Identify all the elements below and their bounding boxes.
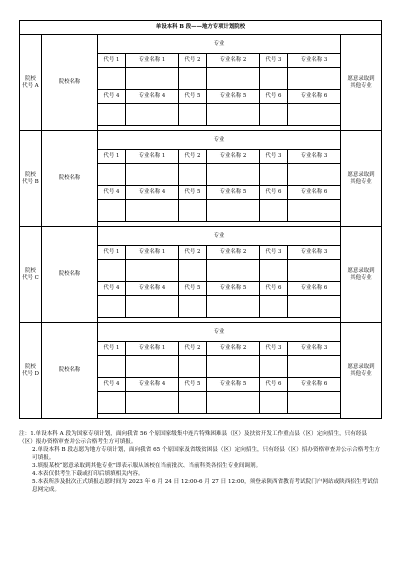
major-name-field[interactable] (207, 260, 260, 282)
major-name-label: 专业名称 5 (207, 282, 260, 296)
major-name-label: 专业名称 3 (288, 342, 341, 356)
school-code-label-b: 院校 代号 B (20, 131, 42, 227)
major-code-label: 代号 3 (260, 342, 288, 356)
major-name-field[interactable] (288, 356, 341, 378)
major-code-label: 代号 4 (98, 186, 126, 200)
major-code-label: 代号 1 (98, 342, 126, 356)
major-code-label: 代号 6 (260, 186, 288, 200)
major-name-field[interactable] (207, 200, 260, 222)
major-code-field[interactable] (179, 68, 207, 90)
major-name-label: 专业名称 1 (126, 342, 179, 356)
major-code-label: 代号 4 (98, 90, 126, 104)
major-name-field[interactable] (126, 104, 179, 126)
note-5: 5.本表所涉及批次正式填报志愿时间为 2023 年 6 月 24 日 12:00-6 月 27 日 12:00，须登录陕西省教育考试院门户网站或陕西招生考试信息网完成。 (32, 479, 379, 493)
major-code-label: 代号 5 (179, 282, 207, 296)
major-name-field[interactable] (288, 260, 341, 282)
major-name-label: 专业名称 4 (126, 186, 179, 200)
major-code-label: 代号 6 (260, 282, 288, 296)
major-name-field[interactable] (126, 392, 179, 414)
major-code-label: 代号 2 (179, 54, 207, 68)
major-name-label: 专业名称 3 (288, 246, 341, 260)
note-3: 3.填报某校“愿意录取到其他专业”即表示服从该校在当前批次、当前科类各招生专业间调剂。 (32, 463, 262, 469)
major-code-label: 代号 5 (179, 186, 207, 200)
major-code-field[interactable] (179, 296, 207, 318)
major-code-field[interactable] (179, 260, 207, 282)
major-name-field[interactable] (207, 356, 260, 378)
major-code-label: 代号 3 (260, 54, 288, 68)
school-code-label-a: 院校 代号 A (20, 35, 42, 131)
major-name-field[interactable] (207, 68, 260, 90)
major-name-label: 专业名称 4 (126, 282, 179, 296)
note-4: 4.本表仅供考生下载或打印后填填相关内容。 (32, 471, 144, 477)
major-code-field[interactable] (260, 68, 288, 90)
major-name-label: 专业名称 6 (288, 282, 341, 296)
major-name-field[interactable] (207, 104, 260, 126)
major-code-field[interactable] (260, 356, 288, 378)
major-name-field[interactable] (126, 296, 179, 318)
major-name-field[interactable] (126, 200, 179, 222)
major-code-field[interactable] (98, 296, 126, 318)
school-name-label-a: 院校名称 (42, 35, 98, 131)
major-code-field[interactable] (260, 392, 288, 414)
major-name-field[interactable] (126, 68, 179, 90)
major-code-label: 代号 3 (260, 246, 288, 260)
major-code-label: 代号 4 (98, 282, 126, 296)
major-code-label: 代号 1 (98, 150, 126, 164)
major-code-field[interactable] (179, 392, 207, 414)
major-name-label: 专业名称 3 (288, 150, 341, 164)
major-code-field[interactable] (98, 164, 126, 186)
major-code-field[interactable] (179, 356, 207, 378)
major-code-field[interactable] (179, 164, 207, 186)
major-code-label: 代号 6 (260, 90, 288, 104)
major-name-label: 专业名称 5 (207, 90, 260, 104)
major-code-field[interactable] (98, 260, 126, 282)
accept-other-major-a[interactable]: 愿意录取到 其他专业 (341, 35, 382, 131)
form-table (19, 20, 382, 419)
note-1: 注：1.单设本科 A 段为国家专项计划，面向我省 56 个原国家级集中连片特殊困难县（区）及扶贫开发工作重点县（区）定向招生，只有经县（区）报办资格审查并公示合格考生方可填报。 (19, 431, 368, 445)
major-code-field[interactable] (179, 200, 207, 222)
major-code-label: 代号 2 (179, 246, 207, 260)
major-name-label: 专业名称 4 (126, 378, 179, 392)
major-name-label: 专业名称 5 (207, 186, 260, 200)
major-name-field[interactable] (288, 392, 341, 414)
major-name-label: 专业名称 2 (207, 54, 260, 68)
major-name-field[interactable] (207, 164, 260, 186)
accept-other-major-b[interactable]: 愿意录取到 其他专业 (341, 131, 382, 227)
major-name-field[interactable] (288, 68, 341, 90)
major-name-label: 专业名称 2 (207, 342, 260, 356)
accept-other-major-c[interactable]: 愿意录取到 其他专业 (341, 227, 382, 323)
major-name-field[interactable] (288, 164, 341, 186)
school-code-label-d: 院校 代号 D (20, 323, 42, 419)
major-name-label: 专业名称 6 (288, 186, 341, 200)
major-name-label: 专业名称 3 (288, 54, 341, 68)
major-name-field[interactable] (288, 104, 341, 126)
major-name-field[interactable] (207, 296, 260, 318)
major-code-label: 代号 5 (179, 378, 207, 392)
major-name-label: 专业名称 1 (126, 246, 179, 260)
major-name-field[interactable] (126, 260, 179, 282)
major-name-label: 专业名称 1 (126, 150, 179, 164)
note-2: 2.单设本科 B 段志愿为地方专项计划，面向我省 65 个原国家及省级贫困县（区）定向招生，只有经县（区）招办资格审查并公示合格考生方可填报。 (32, 447, 381, 461)
major-code-field[interactable] (98, 356, 126, 378)
school-code-label-c: 院校 代号 C (20, 227, 42, 323)
major-code-field[interactable] (260, 104, 288, 126)
major-header-a: 专业 (98, 35, 341, 54)
major-name-label: 专业名称 6 (288, 378, 341, 392)
major-code-field[interactable] (260, 296, 288, 318)
major-header-d: 专业 (98, 323, 341, 342)
major-name-label: 专业名称 1 (126, 54, 179, 68)
school-name-label-d: 院校名称 (42, 323, 98, 419)
major-name-label: 专业名称 6 (288, 90, 341, 104)
major-name-field[interactable] (126, 356, 179, 378)
major-code-label: 代号 2 (179, 342, 207, 356)
major-code-field[interactable] (260, 260, 288, 282)
major-name-label: 专业名称 2 (207, 246, 260, 260)
major-code-field[interactable] (98, 104, 126, 126)
major-name-label: 专业名称 5 (207, 378, 260, 392)
major-name-field[interactable] (207, 392, 260, 414)
major-code-label: 代号 1 (98, 246, 126, 260)
major-code-field[interactable] (260, 200, 288, 222)
form-title: 单设本科 B 段——地方专项计划院校 (20, 21, 382, 35)
major-name-label: 专业名称 4 (126, 90, 179, 104)
major-code-label: 代号 5 (179, 90, 207, 104)
major-name-label: 专业名称 2 (207, 150, 260, 164)
volunteer-form (19, 20, 381, 419)
major-code-field[interactable] (179, 104, 207, 126)
major-name-field[interactable] (126, 164, 179, 186)
school-name-label-b: 院校名称 (42, 131, 98, 227)
major-name-field[interactable] (288, 200, 341, 222)
major-code-label: 代号 3 (260, 150, 288, 164)
major-code-label: 代号 2 (179, 150, 207, 164)
major-code-label: 代号 6 (260, 378, 288, 392)
school-name-label-c: 院校名称 (42, 227, 98, 323)
major-header-b: 专业 (98, 131, 341, 150)
major-code-field[interactable] (260, 164, 288, 186)
major-code-field[interactable] (98, 200, 126, 222)
block-spacer (98, 414, 341, 419)
major-name-field[interactable] (288, 296, 341, 318)
major-code-label: 代号 4 (98, 378, 126, 392)
major-code-label: 代号 1 (98, 54, 126, 68)
accept-other-major-d[interactable]: 愿意录取到 其他专业 (341, 323, 382, 419)
major-header-c: 专业 (98, 227, 341, 246)
major-code-field[interactable] (98, 68, 126, 90)
major-code-field[interactable] (98, 392, 126, 414)
notes-section (19, 430, 381, 494)
